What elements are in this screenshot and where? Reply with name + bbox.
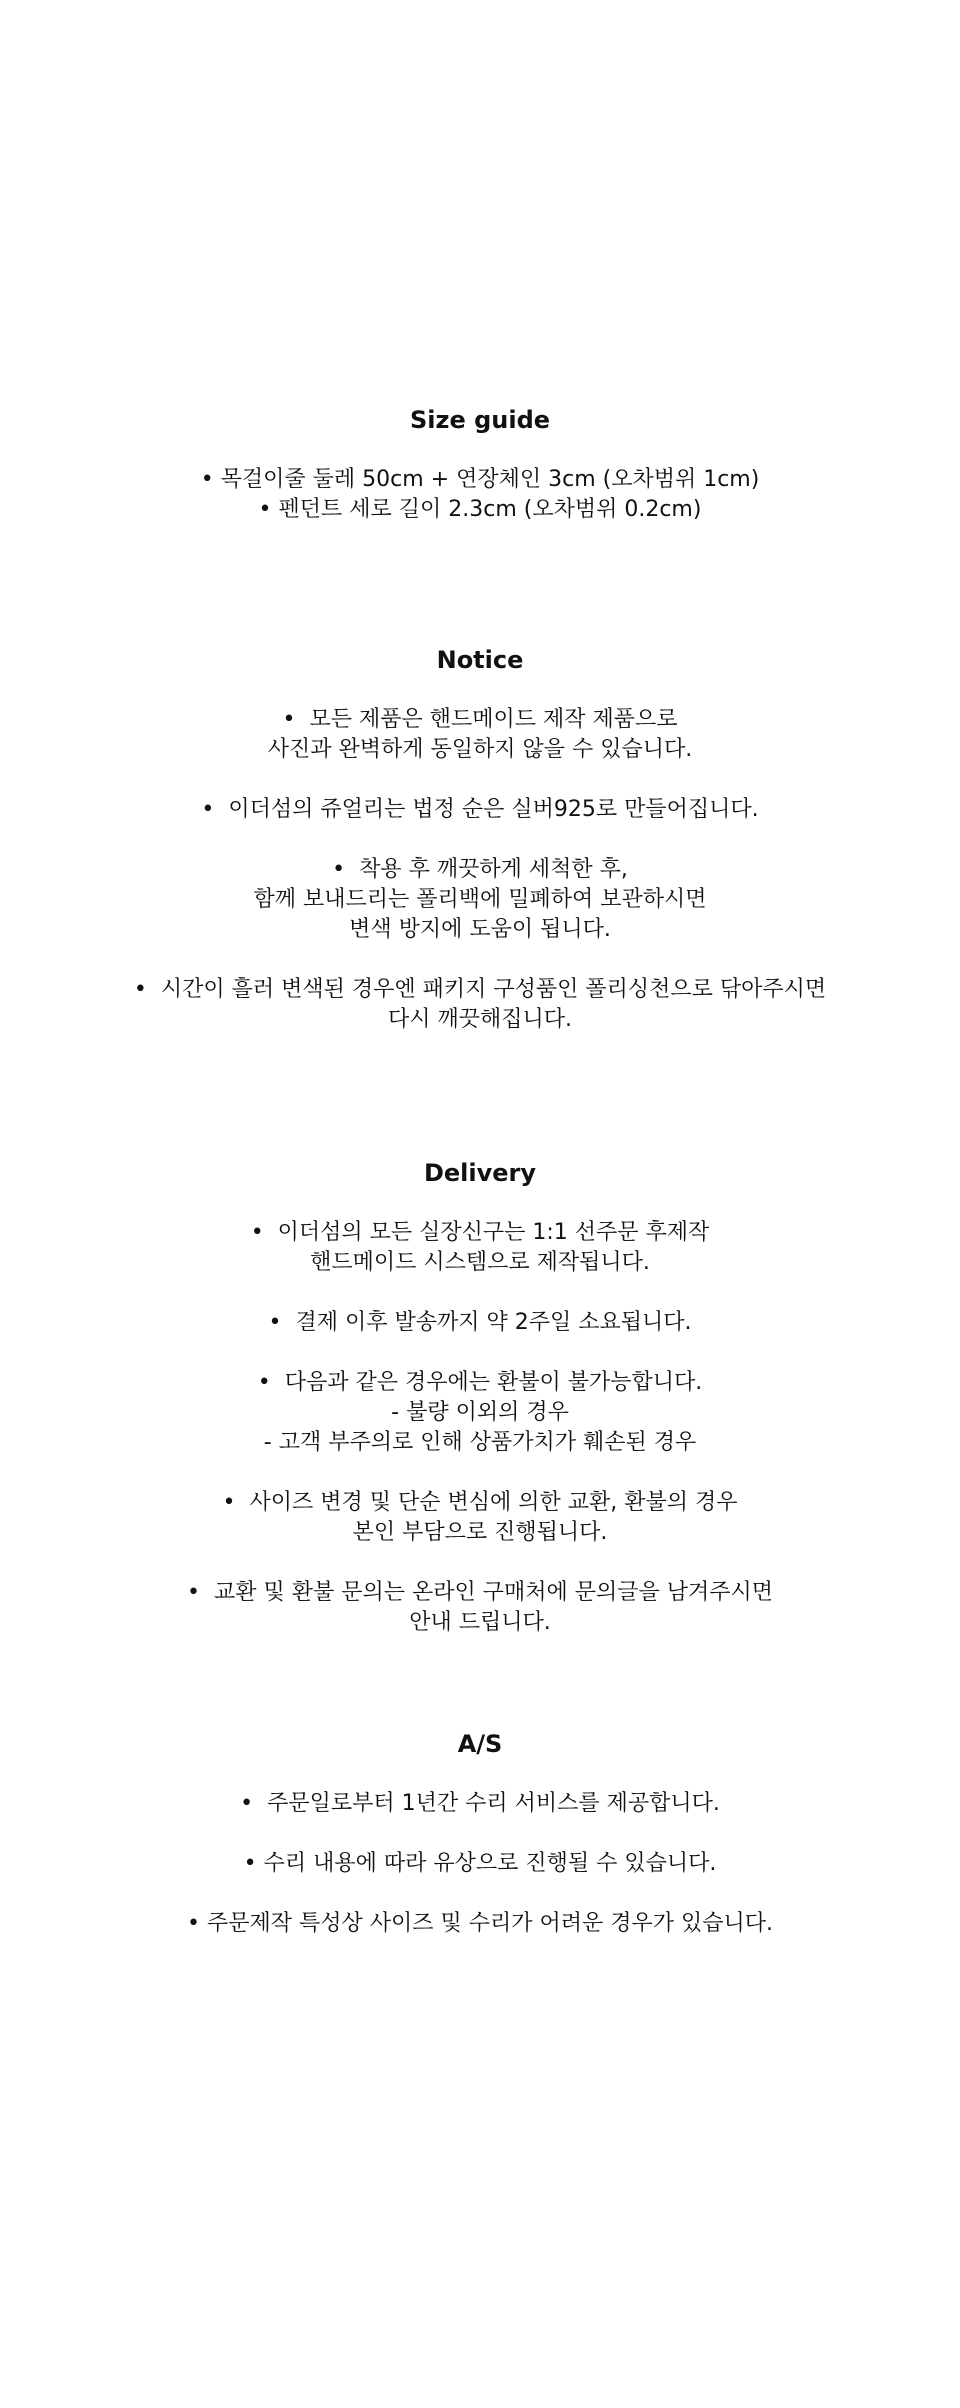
delivery-item-made-to-order: • 이더섬의 모든 실장신구는 1:1 선주문 후제작 핸드메이드 시스템으로 제작됩니다. <box>250 1220 710 1275</box>
as-item-repair-service: • 주문일로부터 1년간 수리 서비스를 제공합니다. <box>240 1791 720 1816</box>
as-section <box>0 1729 960 1939</box>
size-guide-section <box>0 405 960 525</box>
delivery-list <box>0 1218 960 1638</box>
size-guide-line-necklace: • 목걸이줄 둘레 50cm + 연장체인 3cm (오차범위 1cm) <box>200 467 760 492</box>
notice-item-storage: • 착용 후 깨끗하게 세척한 후, 함께 보내드리는 폴리백에 밀폐하여 보관하시면 변색 방지에 도움이 됩니다. <box>253 857 707 942</box>
size-guide-line-pendant: • 펜던트 세로 길이 2.3cm (오차범위 0.2cm) <box>258 497 702 522</box>
notice-section <box>0 645 960 1035</box>
notice-item-handmade: • 모든 제품은 핸드메이드 제작 제품으로 사진과 완벽하게 동일하지 않을 수 있습니다. <box>267 707 693 762</box>
size-guide-title: Size guide <box>409 406 551 434</box>
delivery-item-inquiry: • 교환 및 환불 문의는 온라인 구매처에 문의글을 남겨주시면 안내 드립니다. <box>187 1580 773 1635</box>
notice-title: Notice <box>436 646 524 674</box>
size-guide-list <box>0 465 960 525</box>
delivery-item-shipping-time: • 결제 이후 발송까지 약 2주일 소요됩니다. <box>268 1310 692 1335</box>
delivery-item-exchange-cost: • 사이즈 변경 및 단순 변심에 의한 교환, 환불의 경우 본인 부담으로 진행됩니다. <box>222 1490 738 1545</box>
as-item-limitations: • 주문제작 특성상 사이즈 및 수리가 어려운 경우가 있습니다. <box>187 1911 773 1936</box>
notice-list <box>0 705 960 1035</box>
as-list <box>0 1789 960 1939</box>
delivery-item-no-refund: • 다음과 같은 경우에는 환불이 불가능합니다. - 불량 이외의 경우 - 고객 부주의로 인해 상품가치가 훼손된 경우 <box>257 1370 703 1455</box>
as-item-paid-repair: • 수리 내용에 따라 유상으로 진행될 수 있습니다. <box>243 1851 717 1876</box>
delivery-section <box>0 1158 960 1638</box>
delivery-title: Delivery <box>423 1159 537 1187</box>
as-title: A/S <box>457 1730 503 1758</box>
notice-item-silver: • 이더섬의 쥬얼리는 법정 순은 실버925로 만들어집니다. <box>201 797 759 822</box>
notice-item-polishing: • 시간이 흘러 변색된 경우엔 패키지 구성품인 폴리싱천으로 닦아주시면 다시 깨끗해집니다. <box>133 977 827 1032</box>
